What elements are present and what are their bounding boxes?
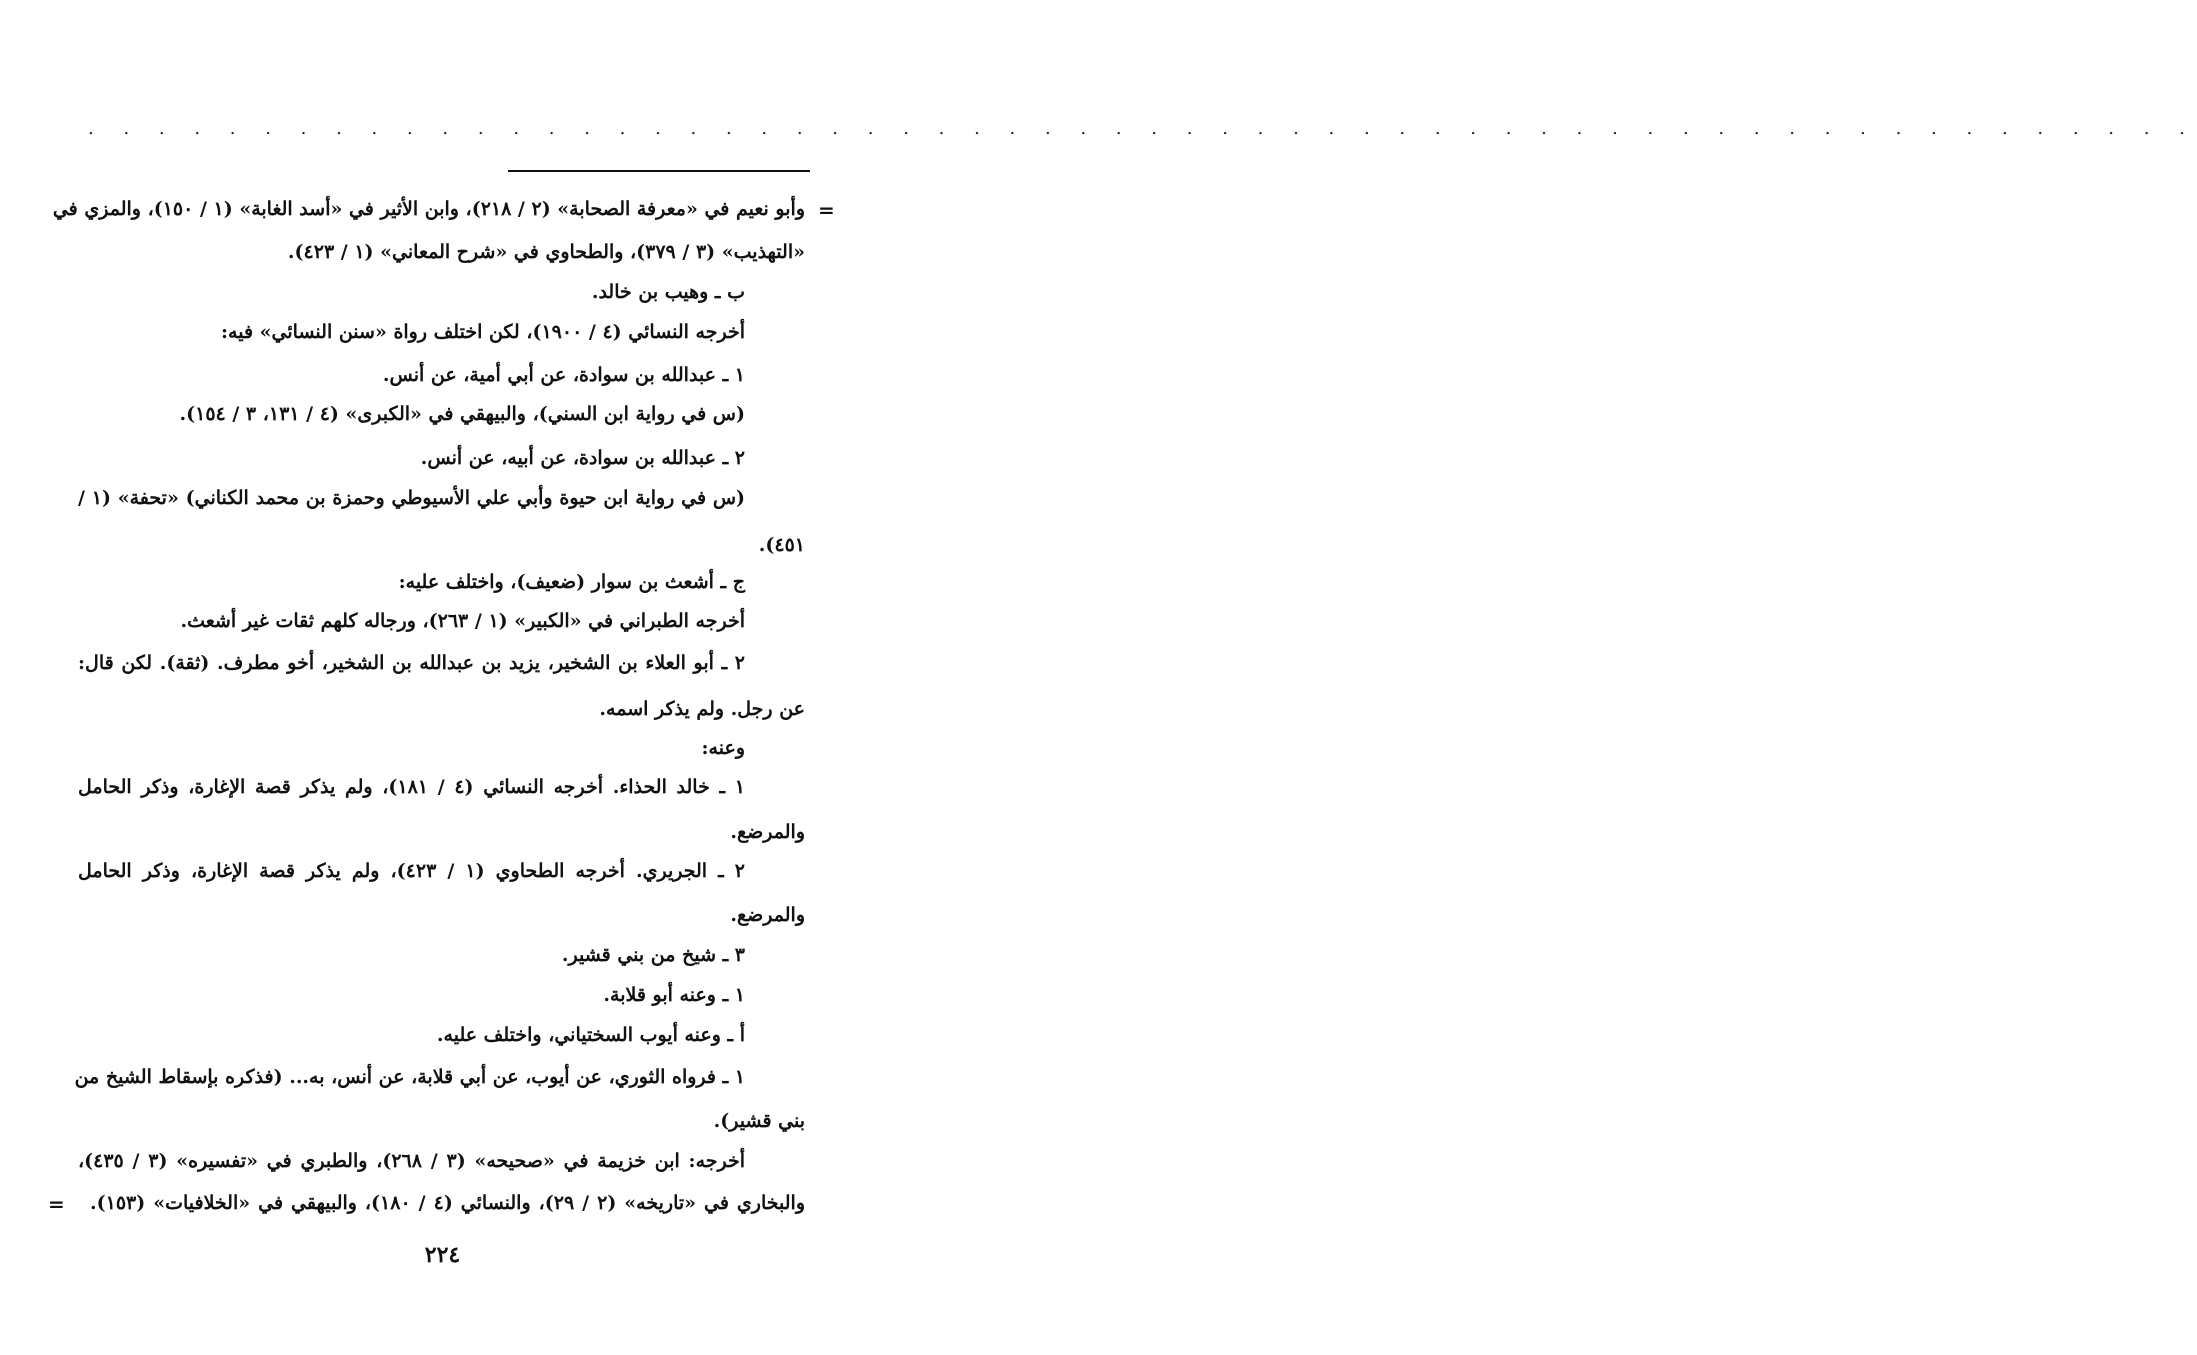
text-line-18: والمرضع. [730,904,805,926]
page-number: ٢٢٤ [424,1242,461,1268]
text-line-15: ١ ـ خالد الحذاء. أخرجه النسائي (٤ / ١٨١)، ولم يذكر قصة الإغارة، وذكر الحامل [78,776,745,798]
text-line-16: والمرضع. [730,821,805,843]
text-line-7: ٢ ـ عبدالله بن سوادة، عن أبيه، عن أنس. [420,447,745,469]
text-line-10: ج ـ أشعث بن سوار (ضعيف)، واختلف عليه: [398,571,745,593]
text-line-6: (س في رواية ابن السني)، والبيهقي في «الكبرى» (٤ / ١٣١، ٣ / ١٥٤). [179,403,745,425]
text-line-14: وعنه: [701,737,745,759]
continuation-mark-start: = [818,198,835,222]
text-line-4: أخرجه النسائي (٤ / ١٩٠٠)، لكن اختلف رواة «سنن النسائي» فيه: [221,321,745,343]
text-line-20: ١ ـ وعنه أبو قلابة. [603,984,745,1006]
text-line-11: أخرجه الطبراني في «الكبير» (١ / ٢٦٣)، ورجاله كلهم ثقات غير أشعث. [180,610,745,632]
text-line-5: ١ ـ عبدالله بن سوادة، عن أبي أمية، عن أنس. [382,364,745,386]
text-line-1: وأبو نعيم في «معرفة الصحابة» (٢ / ٢١٨)، وابن الأثير في «أسد الغابة» (١ / ١٥٠)، والمزي في [52,198,805,220]
text-line-13: عن رجل. ولم يذكر اسمه. [599,698,805,720]
text-line-24: أخرجه: ابن خزيمة في «صحيحه» (٣ / ٢٦٨)، والطبري في «تفسيره» (٣ / ٤٣٥)، [78,1150,746,1172]
text-line-9: ٤٥١). [758,534,805,556]
text-line-23: بني قشير). [713,1110,805,1132]
footnote-rule [508,170,810,172]
text-line-22: ١ ـ فرواه الثوري، عن أيوب، عن أبي قلابة، عن أنس، به... (فذكره بإسقاط الشيخ من [74,1066,745,1088]
text-line-25: والبخاري في «تاريخه» (٢ / ٢٩)، والنسائي (٤ / ١٨٠)، والبيهقي في «الخلافيات» (١٥٣). [90,1192,806,1214]
text-line-19: ٣ ـ شيخ من بني قشير. [561,944,745,966]
text-line-12: ٢ ـ أبو العلاء بن الشخير، يزيد بن عبدالله بن الشخير، أخو مطرف. (ثقة). لكن قال: [78,652,745,674]
text-line-21: أ ـ وعنه أيوب السختياني، واختلف عليه. [436,1024,745,1046]
text-line-17: ٢ ـ الجريري. أخرجه الطحاوي (١ / ٤٢٣)، ولم يذكر قصة الإغارة، وذكر الحامل [78,860,745,882]
text-line-2: «التهذيب» (٣ / ٣٧٩)، والطحاوي في «شرح المعاني» (١ / ٤٢٣). [287,241,805,263]
dotted-separator: . . . . . . . . . . . . . . . . . . . . . . . . . . . . . . . . . . . . . . . . . . . . . . . . . . . . . . . . . . . . [88,118,2197,139]
continuation-mark-end: = [48,1192,65,1216]
text-line-3: ب ـ وهيب بن خالد. [591,281,745,303]
text-line-8: (س في رواية ابن حيوة وأبي علي الأسيوطي وحمزة بن محمد الكناني) «تحفة» (١ / [78,487,745,509]
